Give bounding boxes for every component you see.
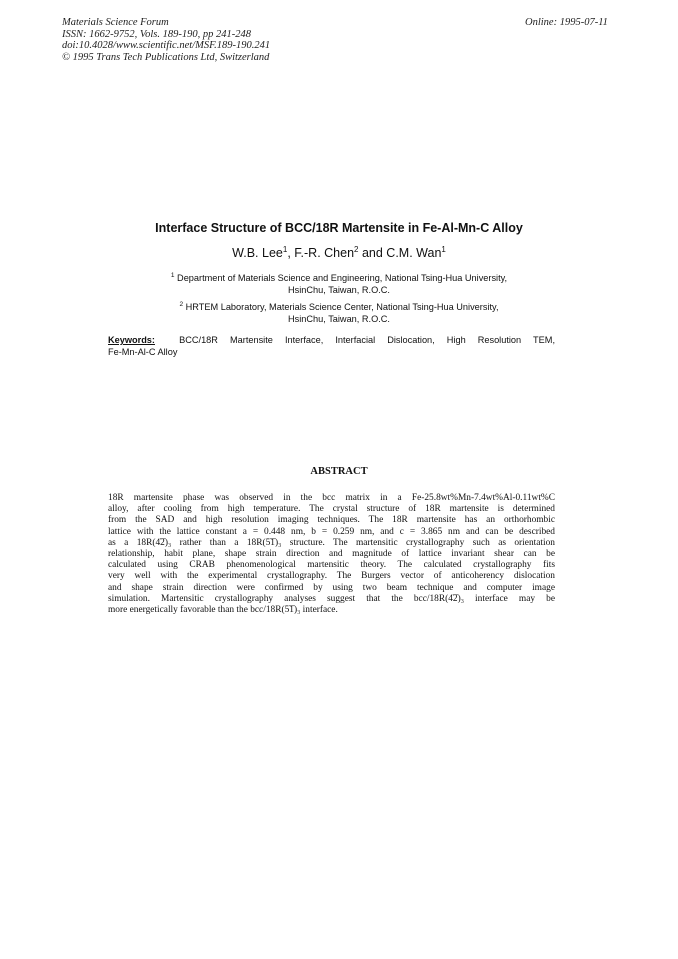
copyright-line: © 1995 Trans Tech Publications Ltd, Switzerland bbox=[62, 51, 270, 63]
affiliation-line: HsinChu, Taiwan, R.O.C. bbox=[288, 314, 390, 325]
affiliation-marker: 2 bbox=[179, 301, 184, 308]
abstract-line: 18R martensite phase was observed in the bcc matrix in a Fe-25.8wt%Mn-7.4wt%Al-0.11wt%C bbox=[108, 493, 555, 503]
author-list bbox=[0, 245, 678, 260]
abstract-line: calculated using CRAB phenomenological martensitic theory. The calculated crystallography fits bbox=[108, 560, 555, 571]
keywords-text: BCC/18R Martensite Interface, Interfacial Dislocation, High Resolution TEM, bbox=[179, 335, 555, 345]
abstract-line: more energetically favorable than the bcc/18R(5͞1)₃ interface. bbox=[108, 605, 338, 616]
abstract-heading: ABSTRACT bbox=[310, 466, 368, 477]
affiliation-line bbox=[0, 299, 678, 313]
abstract-line: alloy, after cooling from high temperature. The crystal structure of 18R martensite is determined bbox=[108, 504, 555, 515]
affiliation-line: HsinChu, Taiwan, R.O.C. bbox=[288, 285, 390, 296]
abstract-line: and shape strain direction were confirmed by using two beam technique and computer image bbox=[108, 582, 555, 593]
affiliation-1 bbox=[0, 270, 678, 296]
keywords bbox=[108, 334, 555, 358]
author-affil-marker: 1 bbox=[282, 245, 288, 254]
author-name: F.-R. Chen bbox=[294, 246, 355, 261]
affiliation-text: HRTEM Laboratory, Materials Science Center, National Tsing-Hua University, bbox=[183, 302, 499, 313]
affiliation-2 bbox=[0, 299, 678, 325]
abstract-body bbox=[108, 493, 555, 616]
online-date: Online: 1995-07-11 bbox=[525, 17, 608, 28]
abstract-line: as a 18R(4͞2)₃ rather than a 18R(5͞1)₃ structure. The martensitic crystallography such as orientation bbox=[108, 537, 555, 548]
paper-title: Interface Structure of BCC/18R Martensite in Fe-Al-Mn-C Alloy bbox=[155, 221, 523, 235]
abstract-line: relationship, habit plane, shape strain direction and magnitude of lattice invariant shear can be bbox=[108, 549, 555, 560]
abstract-line: simulation. Martensitic crystallography analyses suggest that the bcc/18R(4͞2)₃ interface may be bbox=[108, 593, 555, 604]
affiliation-line bbox=[0, 270, 678, 284]
author-affil-marker: 2 bbox=[354, 245, 359, 254]
keywords-line bbox=[108, 334, 555, 346]
affiliation-text: Department of Materials Science and Engineering, National Tsing-Hua University, bbox=[174, 273, 508, 284]
author-affil-marker: 1 bbox=[441, 245, 446, 254]
author-name: C.M. Wan bbox=[386, 246, 442, 261]
author-separator: and bbox=[358, 246, 387, 261]
abstract-line: lattice with the lattice constant a = 0.448 nm, b = 0.259 nm, and c = 3.865 nm and can be described bbox=[108, 526, 555, 537]
journal-name: Materials Science Forum bbox=[62, 17, 169, 28]
journal-header bbox=[62, 17, 270, 63]
keywords-line: Fe-Mn-Al-C Alloy bbox=[108, 347, 178, 357]
keywords-label: Keywords: bbox=[108, 335, 155, 345]
author-name: W.B. Lee bbox=[232, 246, 283, 261]
issn-line: ISSN: 1662-9752, Vols. 189-190, pp 241-248 bbox=[62, 28, 251, 40]
abstract-line: from the SAD and high resolution imaging techniques. The 18R martensite has an orthorhombic bbox=[108, 515, 555, 526]
abstract-line: very well with the experimental crystallography. The Burgers vector of anticoherency dislocation bbox=[108, 571, 555, 582]
affiliation-marker: 1 bbox=[170, 272, 175, 279]
doi-line: doi:10.4028/www.scientific.net/MSF.189-190.241 bbox=[62, 40, 271, 51]
author-separator: , bbox=[287, 246, 295, 261]
